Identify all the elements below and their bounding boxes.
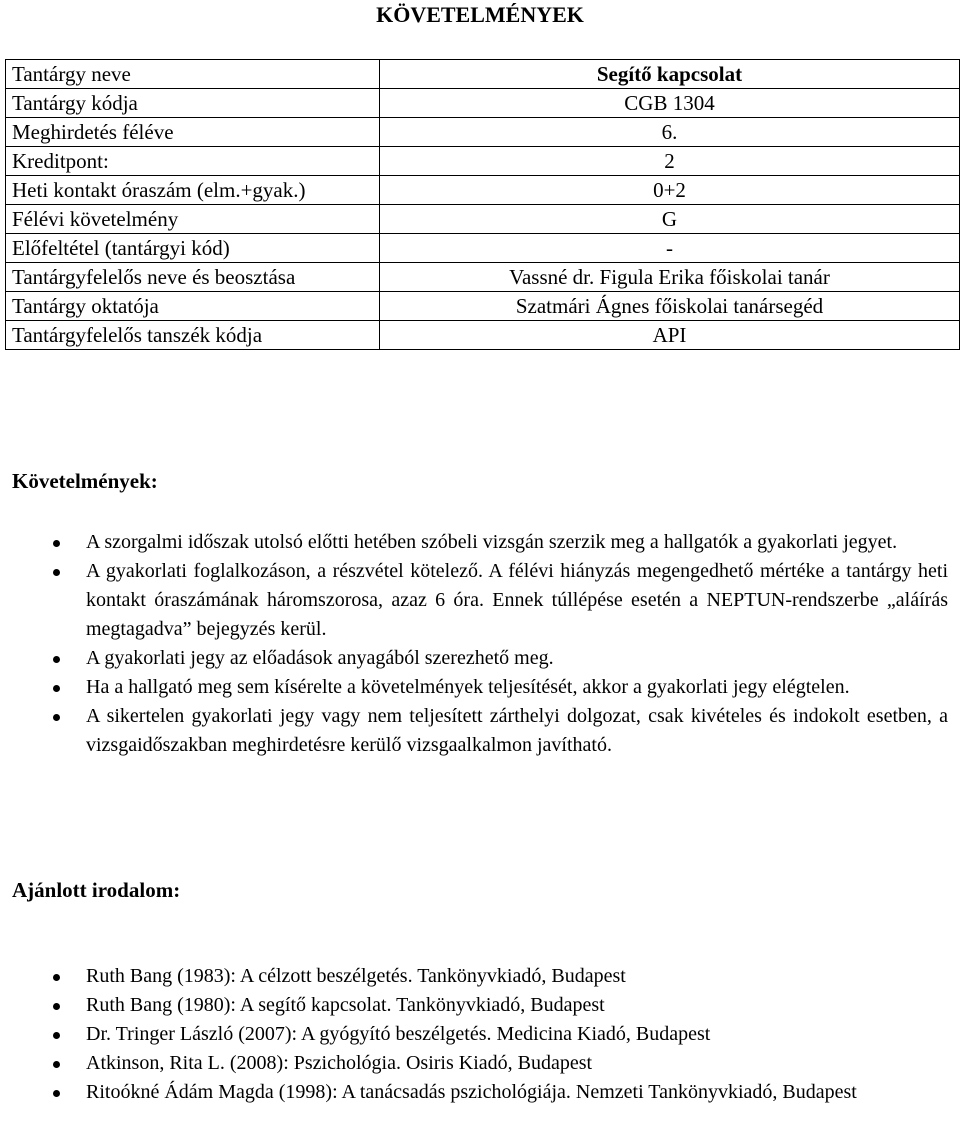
list-item: [0, 962, 960, 991]
literature-text: Ruth Bang (1980): A segítő kapcsolat. Tankönyvkiadó, Budapest: [86, 994, 605, 1016]
bullet-icon: [53, 1090, 60, 1097]
requirement-text: Ha a hallgató meg sem kísérelte a követelmények teljesítését, akkor a gyakorlati jegy elégtelen.: [86, 676, 850, 698]
bullet-icon: [53, 540, 60, 547]
bullet-icon: [53, 1003, 60, 1010]
literature-text: Atkinson, Rita L. (2008): Pszichológia. Osiris Kiadó, Budapest: [86, 1052, 593, 1074]
bullet-icon: [53, 974, 60, 981]
instructor-label: Tantárgy oktatója: [6, 292, 380, 321]
responsible-value: Vassné dr. Figula Erika főiskolai tanár: [380, 263, 960, 292]
instructor-value: Szatmári Ágnes főiskolai tanársegéd: [380, 292, 960, 321]
list-item: [0, 1049, 960, 1078]
literature-heading: Ajánlott irodalom:: [12, 878, 181, 902]
responsible-label: Tantárgyfelelős neve és beosztása: [6, 263, 380, 292]
requirement-text: A sikertelen gyakorlati jegy vagy nem teljesített zárthelyi dolgozat, csak kivételes és indokolt esetben, a vizsgaidőszakban meghirdetésre kerülő vizsgaalkalmon javítható.: [86, 705, 948, 756]
table-row: [6, 263, 960, 292]
course-code-label: Tantárgy kódja: [6, 89, 380, 118]
list-item: [0, 644, 960, 673]
requirement-text: A szorgalmi időszak utolsó előtti hetében szóbeli vizsgán szerzik meg a hallgatók a gyakorlati jegyet.: [86, 531, 898, 553]
list-item: [0, 991, 960, 1020]
list-item: [0, 673, 960, 702]
bullet-icon: [53, 569, 60, 576]
literature-text: Ruth Bang (1983): A célzott beszélgetés. Tankönyvkiadó, Budapest: [86, 965, 626, 987]
requirement-type-value: G: [380, 205, 960, 234]
weekly-hours-value: 0+2: [380, 176, 960, 205]
table-row: [6, 147, 960, 176]
requirement-text: A gyakorlati foglalkozáson, a részvétel kötelező. A félévi hiányzás megengedhető mértéke a tantárgy heti kontakt óraszámának háromszorosa, azaz 6 óra. Ennek túllépése esetén a NEPTUN-rendszerbe „aláírás megtagadva” bejegyzés kerül.: [86, 560, 948, 640]
course-info-table: [5, 59, 960, 350]
course-name-label: Tantárgy neve: [6, 60, 380, 89]
bullet-icon: [53, 1032, 60, 1039]
list-item: [0, 528, 960, 557]
table-row: [6, 60, 960, 89]
credit-value: 2: [380, 147, 960, 176]
list-item: [0, 557, 960, 644]
list-item: [0, 1078, 960, 1107]
prerequisite-label: Előfeltétel (tantárgyi kód): [6, 234, 380, 263]
semester-value: 6.: [380, 118, 960, 147]
table-row: [6, 89, 960, 118]
requirements-heading: Követelmények:: [12, 469, 158, 493]
requirement-type-label: Félévi követelmény: [6, 205, 380, 234]
course-name-value: Segítő kapcsolat: [380, 60, 960, 89]
table-row: [6, 205, 960, 234]
department-code-label: Tantárgyfelelős tanszék kódja: [6, 321, 380, 350]
literature-text: Dr. Tringer László (2007): A gyógyító beszélgetés. Medicina Kiadó, Budapest: [86, 1023, 711, 1045]
bullet-icon: [53, 714, 60, 721]
requirement-text: A gyakorlati jegy az előadások anyagából szerezhető meg.: [86, 647, 554, 669]
requirements-list: [0, 528, 960, 760]
bullet-icon: [53, 1061, 60, 1068]
prerequisite-value: -: [380, 234, 960, 263]
table-row: [6, 176, 960, 205]
list-item: [0, 1020, 960, 1049]
list-item: [0, 702, 960, 760]
semester-label: Meghirdetés féléve: [6, 118, 380, 147]
literature-list: [0, 962, 960, 1107]
table-row: [6, 321, 960, 350]
credit-label: Kreditpont:: [6, 147, 380, 176]
table-row: [6, 118, 960, 147]
weekly-hours-label: Heti kontakt óraszám (elm.+gyak.): [6, 176, 380, 205]
literature-text: Ritoókné Ádám Magda (1998): A tanácsadás pszichológiája. Nemzeti Tankönyvkiadó, Budapest: [86, 1081, 857, 1103]
bullet-icon: [53, 656, 60, 663]
course-code-value: CGB 1304: [380, 89, 960, 118]
table-row: [6, 234, 960, 263]
table-row: [6, 292, 960, 321]
page-title: KÖVETELMÉNYEK: [376, 2, 584, 27]
department-code-value: API: [380, 321, 960, 350]
bullet-icon: [53, 685, 60, 692]
